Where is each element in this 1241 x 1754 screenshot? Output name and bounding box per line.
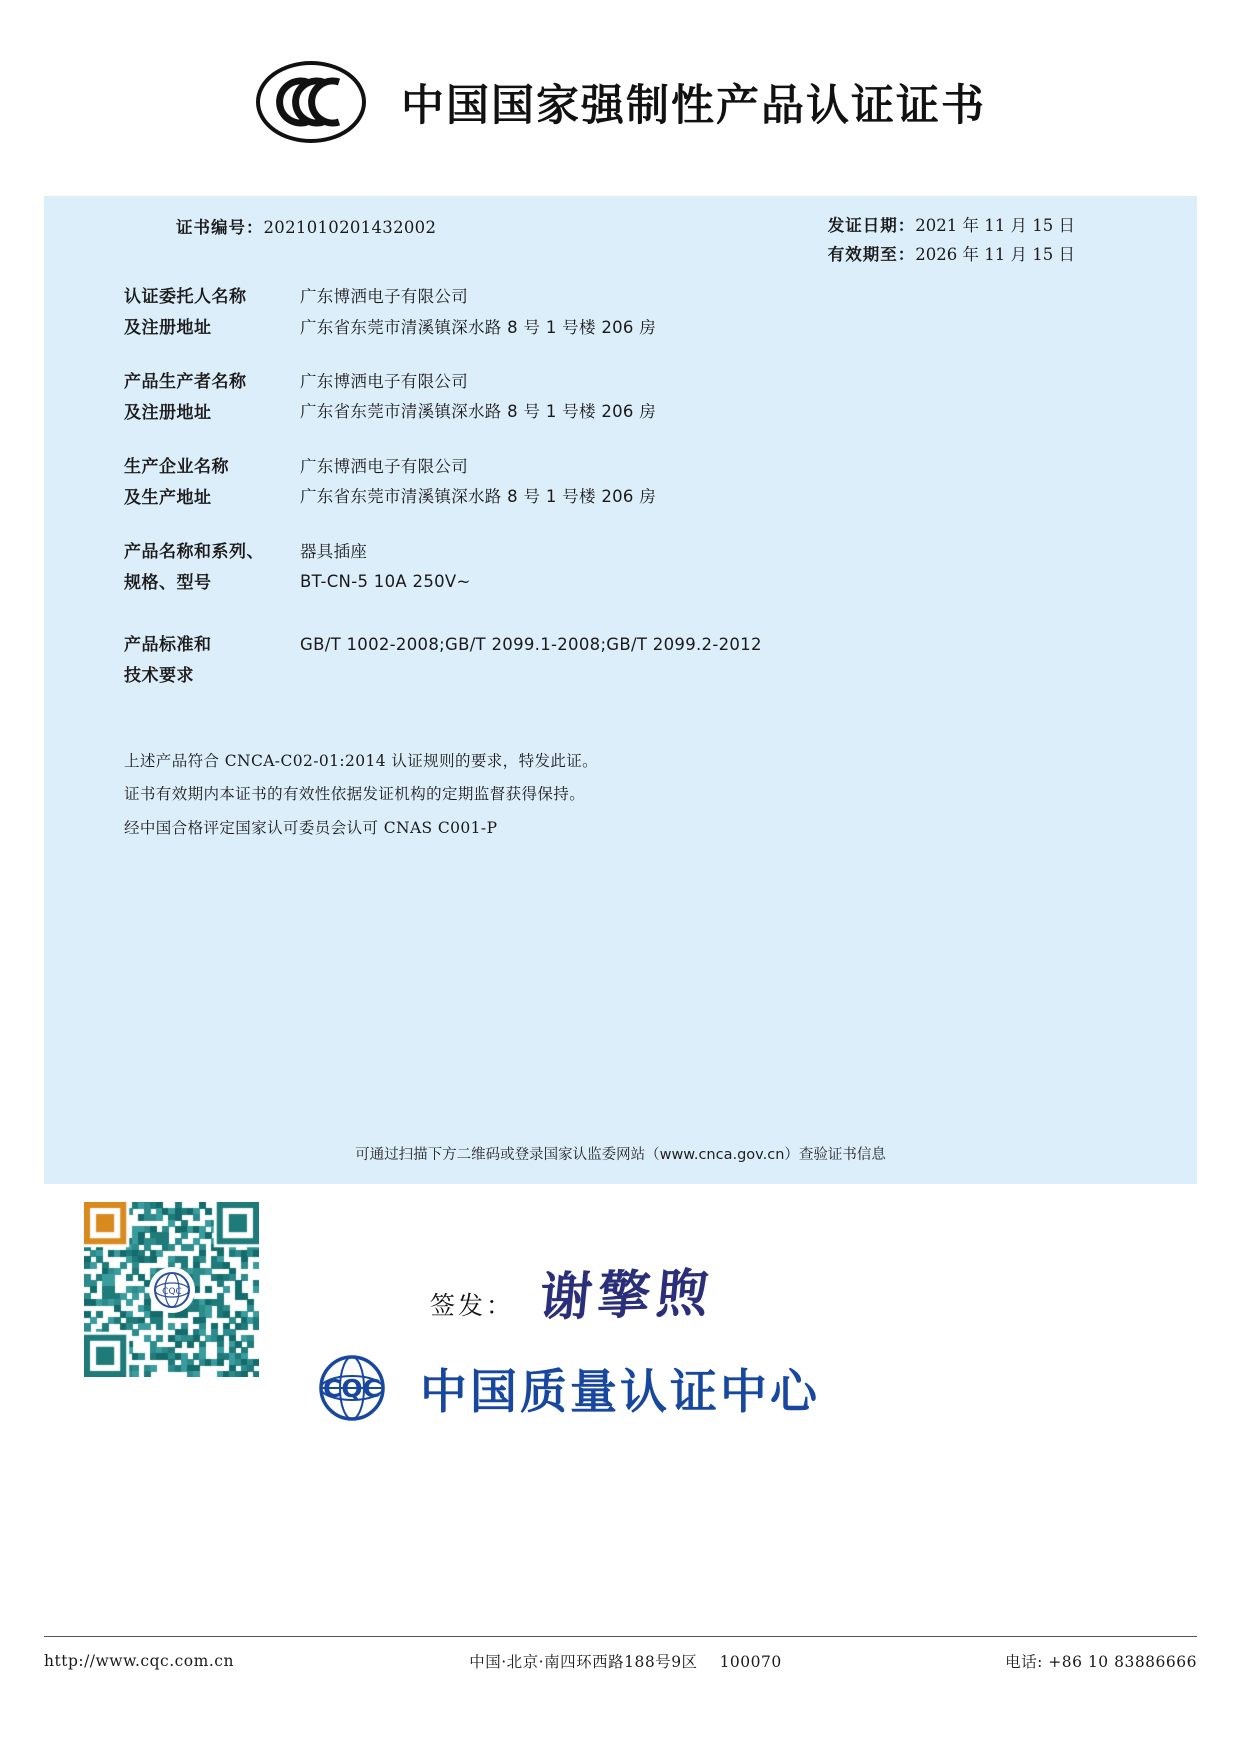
svg-text:CQC: CQC (323, 1374, 381, 1403)
field-value (300, 282, 656, 345)
field-standards (124, 630, 1124, 693)
field-applicant (124, 282, 1124, 345)
cqc-logo (300, 1352, 820, 1424)
certificate-header (0, 0, 1241, 152)
field-value-line1: 器具插座 (300, 541, 368, 561)
ccc-logo-icon (255, 60, 367, 144)
issue-date-row (828, 212, 1075, 241)
cqc-globe-icon (300, 1352, 404, 1424)
field-label-line1: 生产企业名称 (124, 456, 229, 477)
field-value (300, 452, 656, 515)
certificate-dates (828, 212, 1075, 270)
field-value (300, 367, 656, 430)
field-value (300, 537, 471, 600)
certificate-number-label: 证书编号： (176, 218, 264, 237)
field-label-line2: 及注册地址 (124, 318, 212, 339)
signature-block (430, 1262, 718, 1329)
expiry-date-value: 2026 年 11 月 15 日 (915, 244, 1075, 264)
field-label (124, 537, 300, 600)
page-title: 中国国家强制性产品认证证书 (401, 80, 986, 131)
footer (44, 1650, 1197, 1672)
field-label-line1: 认证委托人名称 (124, 287, 247, 307)
certificate-number-value: 2021010201432002 (263, 218, 437, 237)
field-value-line2: 广东省东莞市清溪镇深水路 8 号 1 号楼 206 房 (300, 317, 657, 337)
signature-label: 签发： (430, 1291, 515, 1320)
field-label-line1: 产品名称和系列、 (124, 541, 264, 562)
certificate-body-panel (44, 196, 1197, 1184)
footer-website[interactable]: http://www.cqc.com.cn (44, 1652, 234, 1670)
note-line: 上述产品符合 CNCA-C02-01:2014 认证规则的要求，特发此证。 (124, 752, 599, 770)
field-label (124, 282, 300, 345)
note-line: 经中国合格评定国家认可委员会认可 CNAS C001-P (124, 818, 498, 837)
certificate-notes (124, 745, 598, 845)
footer-address: 中国·北京·南四环西路188号9区 (469, 1653, 698, 1671)
field-label-line1: 产品标准和 (124, 634, 212, 655)
field-producer (124, 367, 1124, 430)
field-label-line2: 技术要求 (124, 665, 194, 686)
field-value-line1: 广东博洒电子有限公司 (300, 287, 468, 306)
field-label-line2: 规格、型号 (124, 573, 212, 594)
issue-date-label: 发证日期： (827, 216, 916, 235)
certificate-fields (124, 282, 1124, 714)
field-label-line1: 产品生产者名称 (124, 371, 247, 392)
field-label-line2: 及生产地址 (124, 488, 212, 509)
field-value-line1: 广东博洒电子有限公司 (300, 371, 468, 391)
field-label (124, 630, 300, 693)
field-label (124, 452, 300, 515)
field-value-line1: GB/T 1002-2008;GB/T 2099.1-2008;GB/T 2099.2-2012 (300, 634, 762, 654)
expiry-date-label: 有效期至： (827, 244, 916, 264)
field-value-line2: 广东省东莞市清溪镇深水路 8 号 1 号楼 206 房 (300, 402, 657, 422)
note-line: 证书有效期内本证书的有效性依据发证机构的定期监督获得保持。 (124, 785, 586, 804)
field-label (124, 367, 300, 430)
footer-address-block (384, 1650, 867, 1672)
qr-center-logo-icon (149, 1267, 195, 1313)
footer-zip: 100070 (719, 1653, 782, 1671)
field-value-line2: 广东省东莞市清溪镇深水路 8 号 1 号楼 206 房 (300, 487, 657, 507)
footer-phone: 电话: +86 10 83886666 (1005, 1653, 1197, 1671)
field-value-line2: BT-CN-5 10A 250V~ (300, 572, 471, 592)
issue-date-value: 2021 年 11 月 15 日 (915, 216, 1075, 235)
field-value (300, 630, 762, 693)
svg-text:CQC: CQC (161, 1286, 182, 1297)
expiry-date-row (828, 241, 1075, 270)
field-label-line2: 及注册地址 (124, 403, 212, 424)
qr-code (84, 1202, 259, 1377)
footer-divider (44, 1636, 1197, 1637)
signature-name: 谢擎煦 (536, 1262, 718, 1329)
field-manufacturer (124, 452, 1124, 515)
certificate-number (176, 214, 436, 238)
cqc-name: 中国质量认证中心 (420, 1364, 820, 1420)
verification-note: 可通过扫描下方二维码或登录国家认监委网站（www.cnca.gov.cn）查验证书信息 (355, 1147, 886, 1163)
field-value-line1: 广东博洒电子有限公司 (300, 456, 468, 476)
field-product-name-model (124, 537, 1124, 600)
